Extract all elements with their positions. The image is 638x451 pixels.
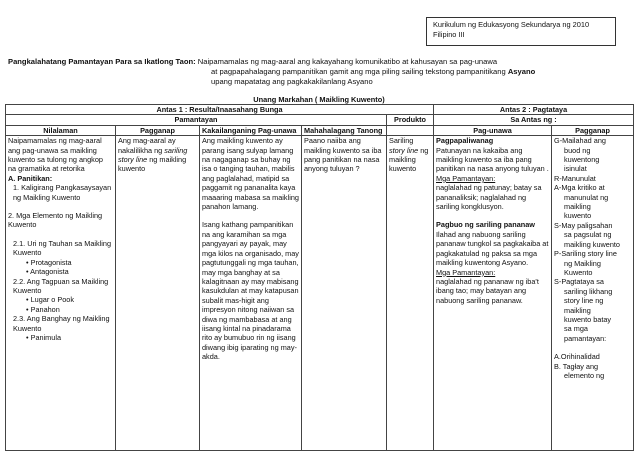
grasps-line: kuwentong: [564, 155, 600, 165]
header-mahahalagang: Mahahalagang Tanong: [302, 125, 387, 135]
quarter-title: Unang Markahan ( Maikling Kuwento): [253, 95, 385, 104]
grasps-line: pamantayan:: [564, 333, 607, 343]
cell-produkto: [387, 136, 434, 451]
grasps-line: maikling: [564, 202, 591, 212]
pamantayan-text-1: naglalahad ng patunay; batay sa pananaliksik; naglalahad ng sariling kongklusyon.: [436, 183, 542, 212]
header-sa-antas: Sa Antas ng :: [434, 115, 634, 125]
pagganap-text-a: Ang mag-aaral ay nakalilikha ng: [118, 136, 176, 155]
grasps-line: sa pagsulat ng: [564, 230, 612, 240]
header-produkto: Produkto: [387, 115, 434, 125]
produkto-text-c: ng maikling kuwento: [389, 145, 429, 174]
header-antas1: Antas 1 : Resulta/Inaasahang Bunga: [6, 105, 434, 115]
standard-line3: upang mapatatag ang pagkakakilanlang Asyano: [211, 77, 373, 86]
cell-pagganap: [116, 136, 200, 451]
header-kakailanganing: Kakailanganing Pag-unawa: [200, 125, 302, 135]
nilalaman-text: Naipamamalas ng mag-aaral ang pag-unawa sa maikling kuwento sa tulong ng angkop na gramatika at retorika: [8, 136, 103, 174]
curriculum-box: [426, 17, 616, 46]
grasps-line: Kuwento: [564, 267, 593, 277]
cell-pag-unawa: [434, 136, 552, 451]
standard-line1: Naipamamalas ng mag-aaral ang kakayahang komunikatibo at kahusayan sa pag-unawa: [197, 57, 498, 66]
item-banghay: 2.3. Ang Banghay ng Maikling Kuwento: [13, 314, 110, 333]
grasps-line: A.Orihinalidad: [554, 352, 600, 362]
item-antagonista: • Antagonista: [26, 267, 69, 277]
grasps-line: kuwento batay: [564, 314, 612, 324]
curriculum-table: [5, 104, 634, 451]
grasps-line: S-Pagtataya sa: [554, 277, 604, 287]
pagbuo-heading: Pagbuo ng sariling pananaw: [436, 220, 535, 230]
pamantayan-heading-1: Mga Pamantayan:: [436, 173, 496, 183]
item-tagpuan: 2.2. Ang Tagpuan sa Maikling Kuwento: [13, 276, 109, 295]
kakailanganin-p2: Isang kathang pampanitikan na ang karamihan sa mga pangyayari ay payak, may mga kilos na organisado, may pagtutunggali ng mga tauhan, may mga banghay at sa kalagitnaan ay may mabisang kasukdulan at may katapusan subalit mas-higit ang impresyon nitong naiiwan sa diwa ng mambabasa at ang iisang kintal na pinadarama rito ay bumubuo rin ng iisang diwang ibig iparating ng may-akda.: [202, 220, 299, 362]
grasps-line: maikling: [564, 305, 591, 315]
standard-asyano: Asyano: [507, 67, 536, 76]
header-nilalaman: Nilalaman: [6, 125, 116, 135]
pagpapaliwanag-text: Patunayan na kakaiba ang maikling kuwento sa iba pang panitikan na nasa anyong tuluyan .: [436, 145, 549, 174]
cell-pagganap2: [552, 136, 634, 451]
item-panahon: • Panahon: [26, 304, 60, 314]
grasps-line: R-Manunulat: [554, 173, 596, 183]
header-pagganap2: Pagganap: [552, 125, 634, 135]
cell-nilalaman: [6, 136, 116, 451]
mahahalagang-tanong: Paano naiiba ang maikling kuwento sa iba pang panitikan na nasa anyong tuluyan ?: [304, 136, 382, 174]
grasps-line: B. Tagłay ang: [554, 361, 599, 371]
kakailanganin-p1: Ang maikling kuwento ay parang isang sulyap lamang na nagaganap sa buhay ng isa o tanging tauhan, mabilis ang paglalahad, matipid sa paggamit ng pananalita kaya maaaring mabasa sa maikling panahon lamang.: [202, 136, 299, 212]
grasps-line: A-Mga kritiko at: [554, 183, 605, 193]
pagganap-story-line: sariling story line: [118, 145, 188, 165]
grasps-line: manunulat ng: [564, 192, 609, 202]
item-kaligiran: 1. Kaligirang Pangkasaysayan ng Maikling Kuwento: [13, 183, 112, 202]
grasps-line: G-Mailahad ang: [554, 136, 606, 146]
grasps-line: kuwento: [564, 211, 592, 221]
header-antas2: Antas 2 : Pagtataya: [434, 105, 634, 115]
item-panimula: • Panimula: [26, 332, 62, 342]
grasps-line: isinulat: [564, 164, 587, 174]
item-lugar: • Lugar o Pook: [26, 295, 74, 305]
header-empty: [387, 125, 434, 135]
grasps-line: buod ng: [564, 145, 591, 155]
item-uri-tauhan: 2.1. Uri ng Tauhan sa Maikling Kuwento: [13, 238, 112, 258]
grasps-line: elemento ng: [564, 370, 605, 380]
cell-kakailanganin: [200, 136, 302, 451]
grasps-line: sariling likhang: [564, 286, 613, 296]
grasps-line: sa mga: [564, 324, 588, 334]
header-pagganap: Pagganap: [116, 125, 200, 135]
general-standard: [8, 57, 633, 87]
item-elemento: 2. Mga Elemento ng Maikling Kuwento: [8, 211, 103, 230]
pagpapaliwanag-heading: Pagpapaliwanag: [436, 136, 494, 146]
pagganap-text-c: ng maikling kuwento: [118, 155, 187, 174]
grasps-line: S-May paligsahan: [554, 220, 613, 230]
grasps-line: P-Sariling story line: [554, 249, 617, 259]
curriculum-subject: Filipino III: [433, 30, 465, 39]
produkto-text-a: Sariling: [389, 136, 414, 146]
panitikan-heading: A. Panitikan:: [8, 173, 53, 183]
cell-mahahalaga: [302, 136, 387, 451]
header-pag-unawa: Pag-unawa: [434, 125, 552, 135]
pagbuo-text: Ilahad ang nabuong sariling pananaw tungkol sa pagkakaiba at pagkakatulad ng paksa sa mga maikling kuwentong Asyano.: [436, 229, 549, 268]
standard-line2: at pagpapahalagang pampanitikan gamit ang mga piling sailing tekstong pampanitikang: [211, 67, 506, 76]
grasps-line: ng Maikling: [564, 258, 601, 268]
grasps-line: story line ng: [564, 296, 604, 306]
produkto-story-line: story line: [389, 145, 419, 155]
curriculum-title: Kurikulum ng Edukasyong Sekundarya ng 2010: [433, 20, 590, 29]
standard-label: Pangkalahatang Pamantayan Para sa Ikatlong Taon:: [8, 57, 196, 66]
pamantayan-text-2: naglalahad ng pananaw ng iba't ibang tao; may batayan ang nabuong sariling pananaw.: [436, 276, 539, 305]
pamantayan-heading-2: Mga Pamantayan:: [436, 267, 496, 277]
item-protagonista: • Protagonista: [26, 257, 72, 267]
header-pamantayan: Pamantayan: [6, 115, 387, 125]
grasps-line: maikling kuwento: [564, 239, 620, 249]
